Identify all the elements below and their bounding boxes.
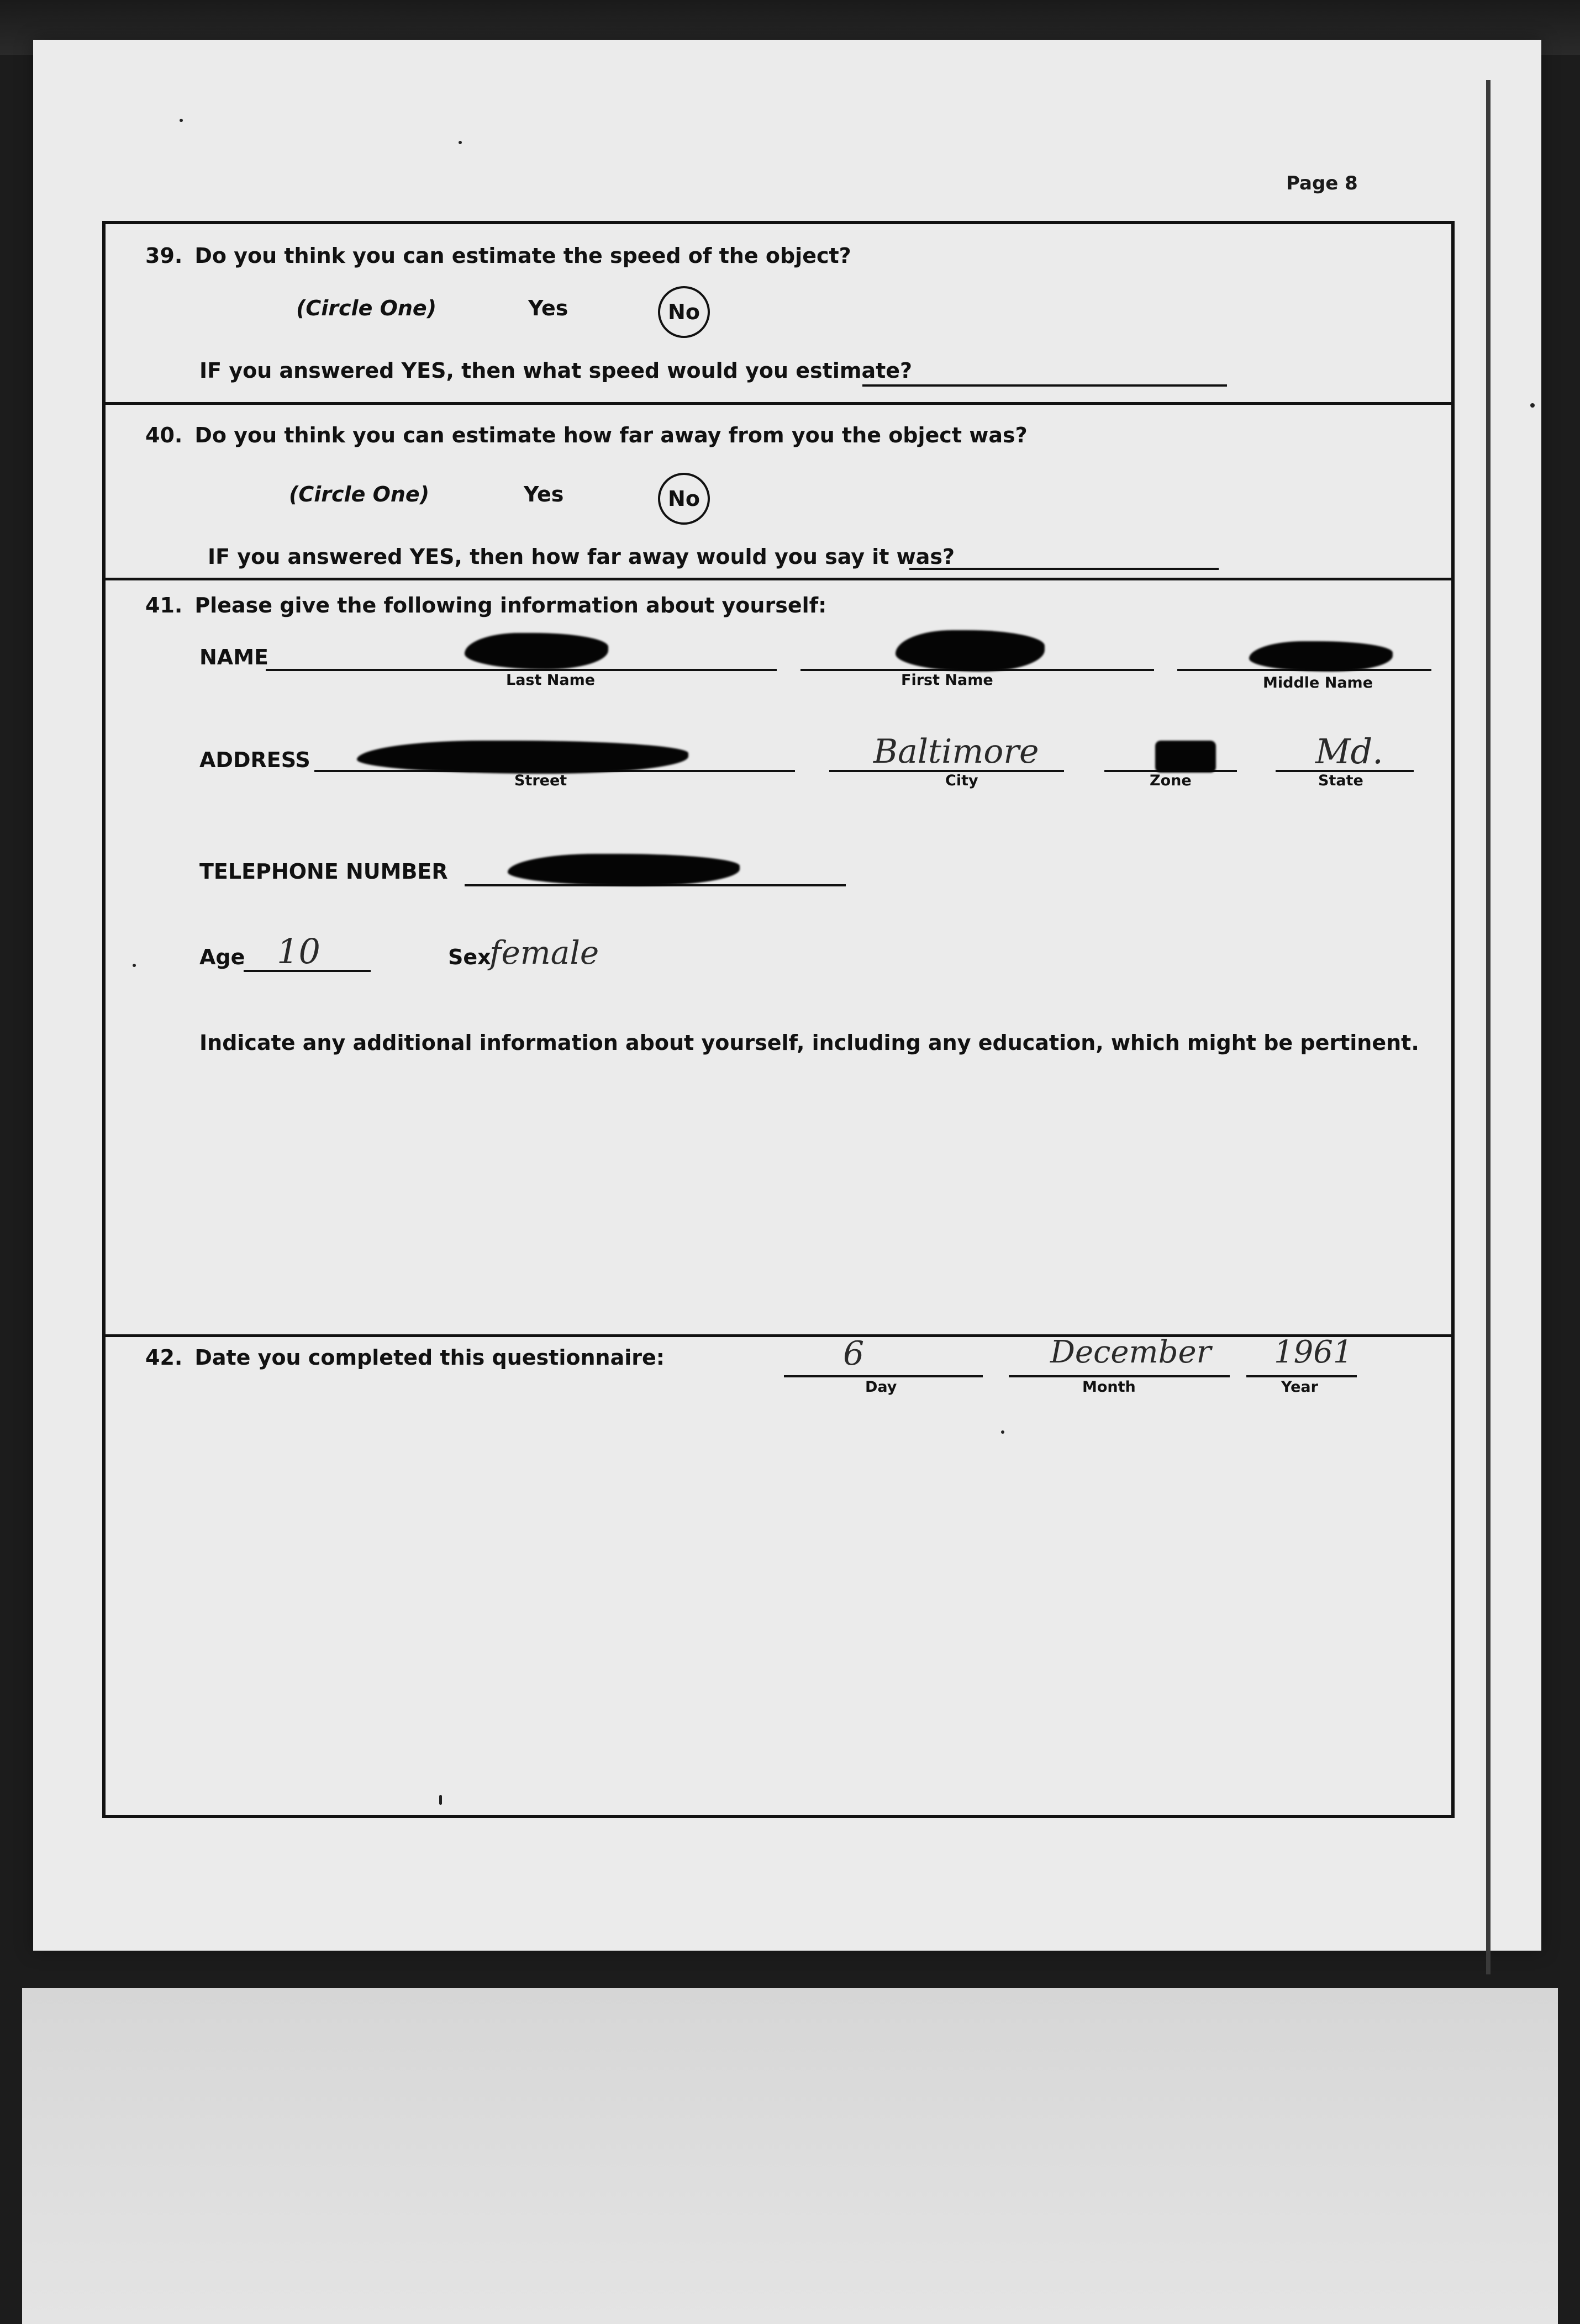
- question-39-followup: IF you answered YES, then what speed would you estimate?: [199, 358, 913, 383]
- scan-speck: [133, 964, 136, 967]
- telephone-label: TELEPHONE NUMBER: [199, 859, 448, 884]
- question-40-yes-option[interactable]: Yes: [524, 482, 564, 506]
- question-40-no-option-circled[interactable]: [658, 473, 710, 525]
- name-label: NAME: [199, 645, 268, 669]
- scan-speck: [439, 1795, 442, 1805]
- page-number: Page 8: [1286, 172, 1358, 194]
- day-caption: Day: [865, 1378, 897, 1396]
- form-frame: [102, 221, 1455, 1818]
- first-name-caption: First Name: [901, 672, 993, 689]
- question-42-text: Date you completed this questionnaire:: [194, 1345, 665, 1370]
- background-paper: [22, 1988, 1558, 2324]
- month-field[interactable]: [1009, 1375, 1230, 1377]
- redaction-street: [357, 741, 688, 774]
- question-39-no-label: No: [668, 300, 700, 324]
- redaction-middle-name: [1249, 641, 1393, 672]
- question-41-number: 41.: [145, 593, 183, 617]
- zone-caption: Zone: [1150, 772, 1192, 789]
- age-value-handwritten: 10: [277, 931, 320, 971]
- question-42: [145, 1345, 665, 1370]
- question-40-circle-instruction: (Circle One): [289, 482, 430, 506]
- month-caption: Month: [1082, 1378, 1136, 1396]
- section-divider: [106, 1334, 1451, 1337]
- page-edge-shadow: [1486, 80, 1491, 1974]
- street-caption: Street: [514, 772, 567, 789]
- section-divider: [106, 578, 1451, 580]
- scan-speck: [1001, 1430, 1004, 1434]
- year-field[interactable]: [1246, 1375, 1357, 1377]
- year-value-handwritten: 1961: [1274, 1334, 1353, 1370]
- city-caption: City: [945, 772, 978, 789]
- question-40: [145, 423, 1028, 447]
- question-40-followup: IF you answered YES, then how far away would you say it was?: [208, 545, 955, 569]
- redaction-telephone: [508, 854, 740, 886]
- question-40-distance-field[interactable]: [909, 568, 1219, 570]
- sex-value-handwritten: female: [489, 934, 599, 971]
- state-value-handwritten: Md.: [1315, 731, 1383, 772]
- question-40-no-label: No: [668, 487, 700, 511]
- redaction-last-name: [465, 633, 608, 669]
- question-40-number: 40.: [145, 423, 183, 447]
- question-39-no-option-circled[interactable]: [658, 286, 710, 338]
- scan-speck: [1530, 403, 1535, 408]
- question-41-text: Please give the following information about yourself:: [194, 593, 827, 617]
- question-39-text: Do you think you can estimate the speed of the object?: [194, 244, 851, 268]
- redaction-first-name: [896, 630, 1045, 672]
- redaction-zone: [1155, 741, 1216, 773]
- age-label: Age: [199, 945, 245, 969]
- state-caption: State: [1318, 772, 1363, 789]
- address-label: ADDRESS: [199, 748, 310, 772]
- question-39: [145, 244, 851, 268]
- last-name-caption: Last Name: [506, 672, 596, 689]
- question-39-speed-field[interactable]: [862, 384, 1227, 387]
- question-41: [145, 593, 826, 617]
- question-40-text: Do you think you can estimate how far away from you the object was?: [194, 423, 1028, 447]
- day-value-handwritten: 6: [843, 1334, 865, 1373]
- scan-speck: [180, 119, 183, 122]
- last-name-field[interactable]: [266, 669, 777, 671]
- year-caption: Year: [1281, 1378, 1318, 1396]
- question-39-circle-instruction: (Circle One): [296, 296, 437, 320]
- question-39-number: 39.: [145, 244, 183, 268]
- sex-label: Sex: [448, 945, 491, 969]
- middle-name-caption: Middle Name: [1263, 674, 1373, 691]
- question-39-yes-option[interactable]: Yes: [528, 296, 568, 320]
- question-42-number: 42.: [145, 1345, 183, 1370]
- day-field[interactable]: [784, 1375, 983, 1377]
- month-value-handwritten: December: [1050, 1334, 1212, 1370]
- additional-info-prompt: Indicate any additional information about yourself, including any education, which might be pertinent.: [199, 1031, 1419, 1055]
- city-value-handwritten: Baltimore: [873, 732, 1039, 771]
- section-divider: [106, 402, 1451, 405]
- scan-speck: [459, 141, 462, 144]
